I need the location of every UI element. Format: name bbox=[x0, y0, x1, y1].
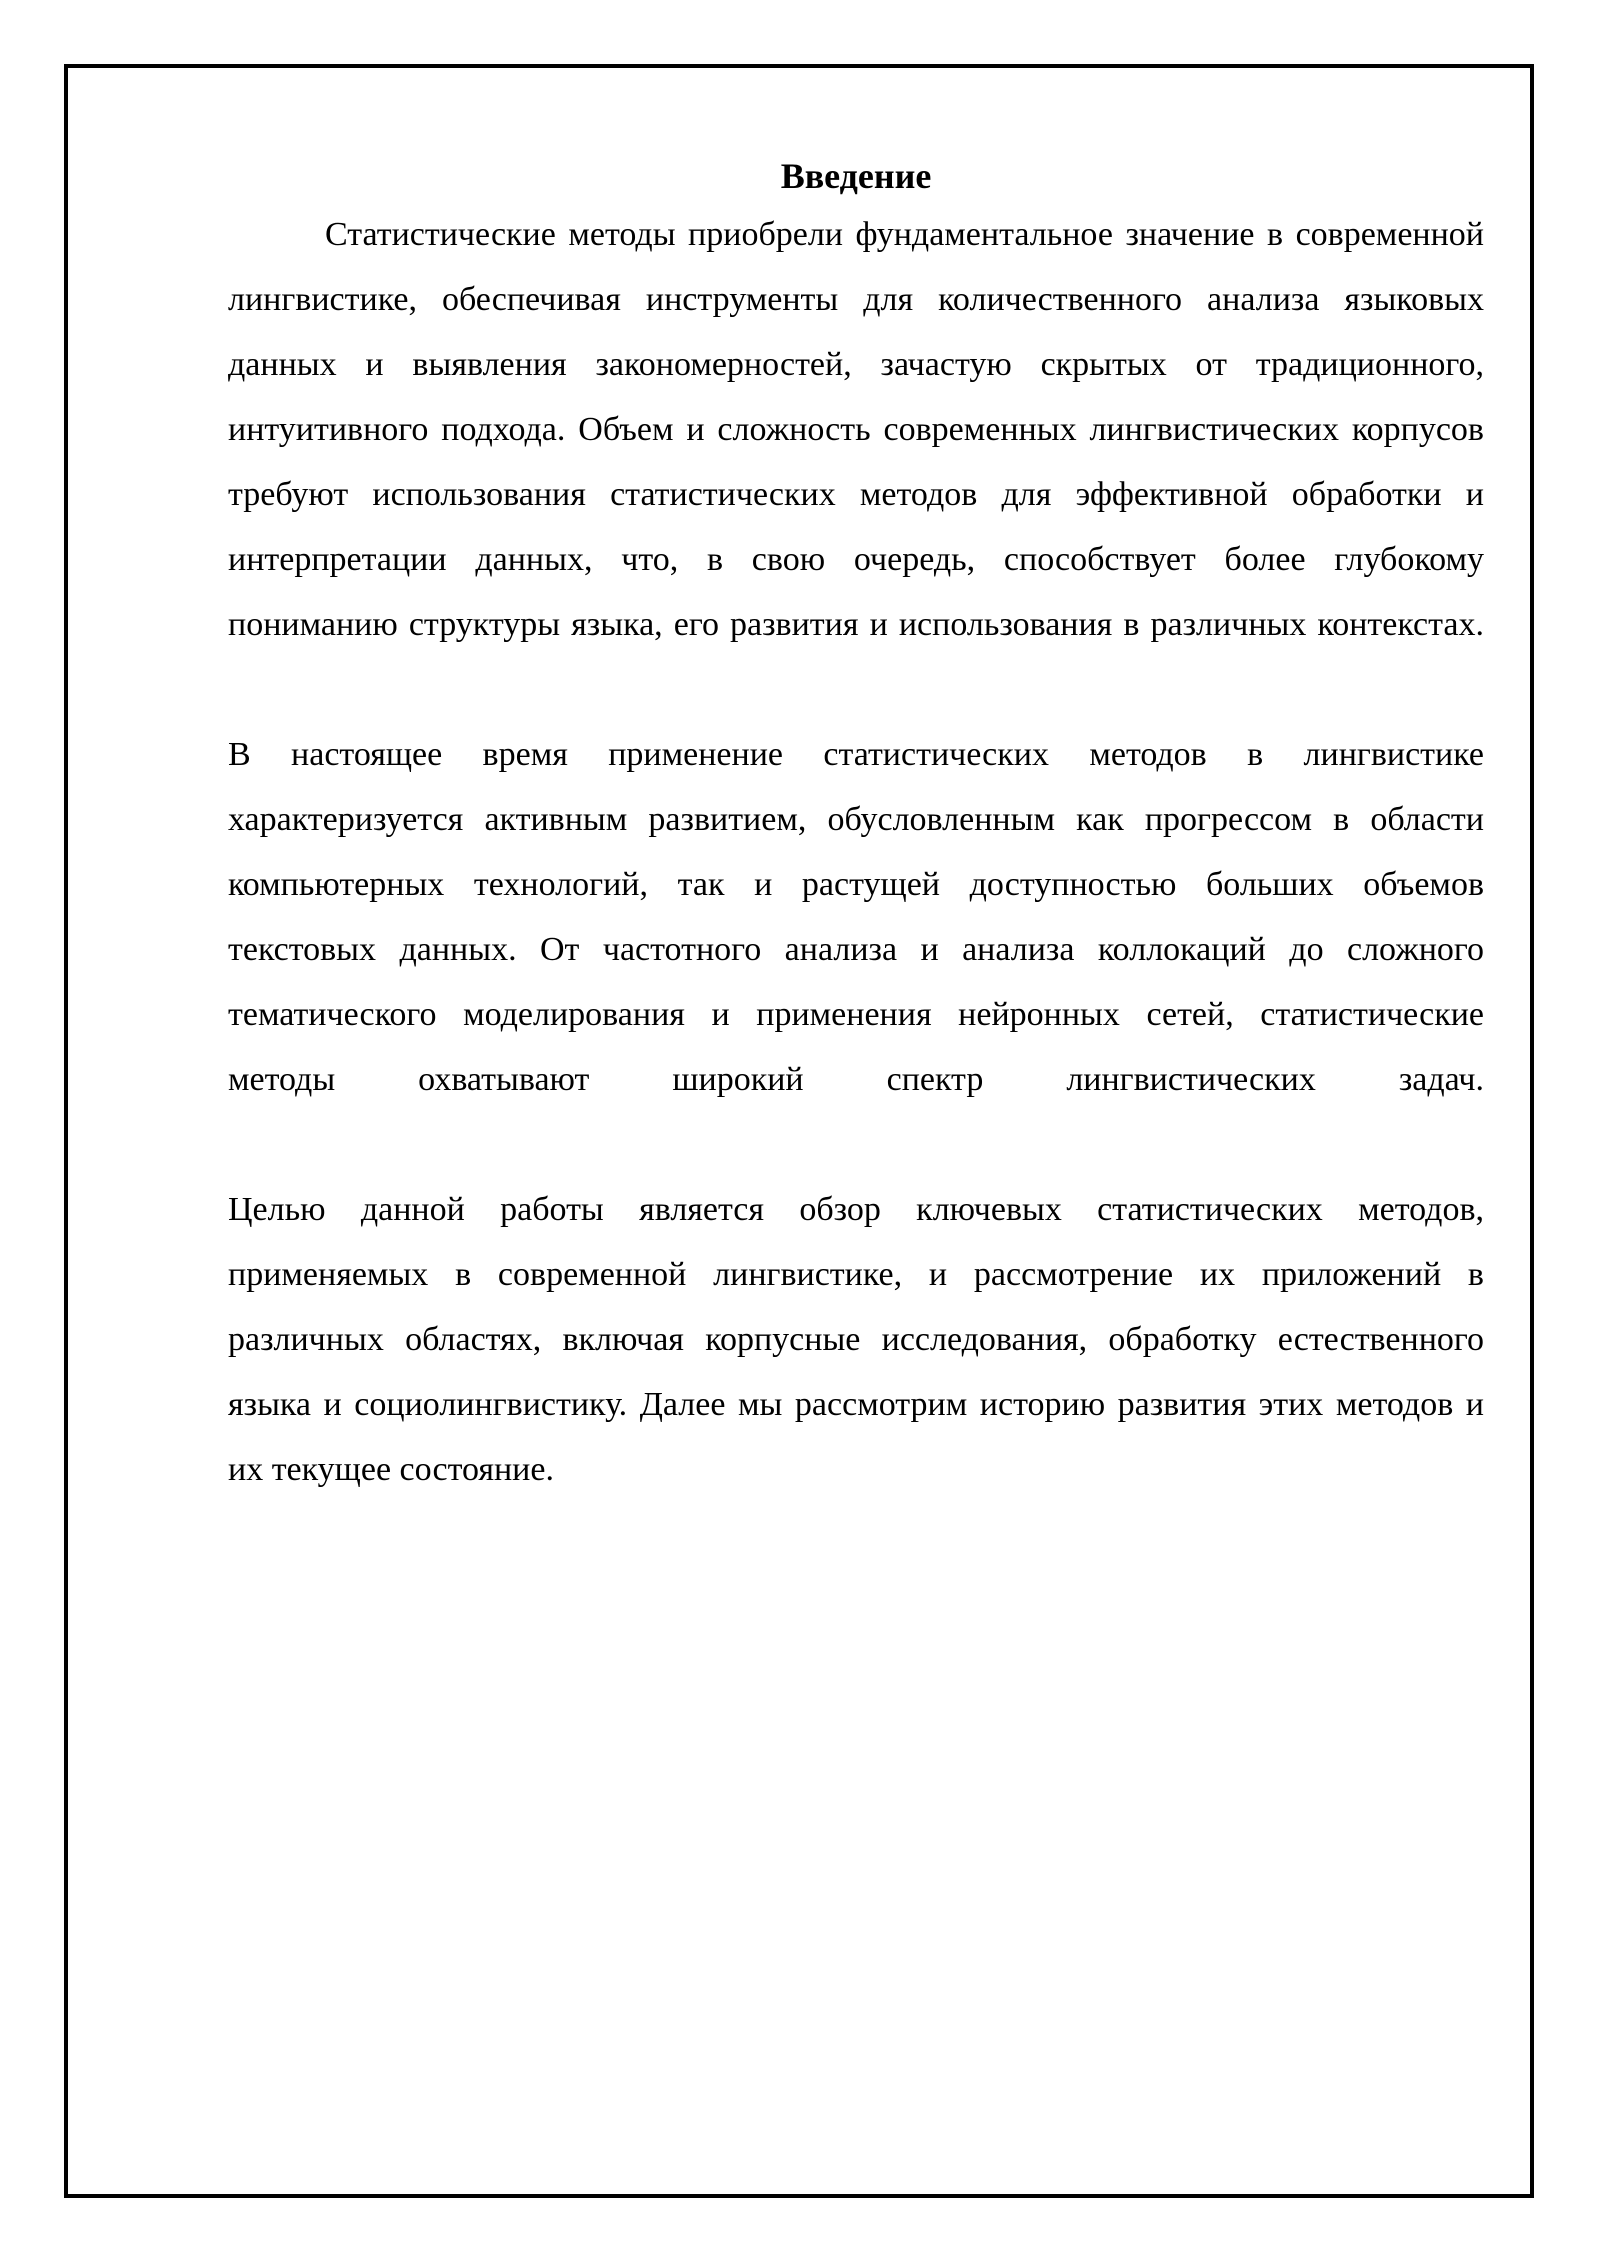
paragraph-spacer bbox=[228, 657, 1484, 722]
section-heading: Введение bbox=[780, 156, 932, 196]
paragraph-1: Статистические методы приобрели фундаментальное значение в современной лингвистике, обеспечивая инструменты для количественного анализа языковых данных и выявления закономерностей, зачастую скрытых от традиционного, интуитивного подхода. Объем и сложность современных лингвистических корпусов требуют использования статистических методов для эффективной обработки и интерпретации данных, что, в свою очередь, способствует более глубокому пониманию структуры языка, его развития и использования в различных контекстах. bbox=[228, 216, 1484, 643]
paragraph-2: В настоящее время применение статистических методов в лингвистике характеризуется активным развитием, обусловленным как прогрессом в области компьютерных технологий, так и растущей доступностью больших объемов текстовых данных. От частотного анализа и анализа коллокаций до сложного тематического моделирования и применения нейронных сетей, статистические методы охватывают широкий спектр лингвистических задач. bbox=[228, 736, 1484, 1098]
paragraph-spacer bbox=[228, 1112, 1484, 1177]
paragraph-3: Целью данной работы является обзор ключевых статистических методов, применяемых в современной лингвистике, и рассмотрение их приложений в различных областях, включая корпусные исследования, обработку естественного языка и социолингвистику. Далее мы рассмотрим историю развития этих методов и их текущее состояние. bbox=[228, 1191, 1484, 1488]
document-body bbox=[228, 150, 1484, 1502]
